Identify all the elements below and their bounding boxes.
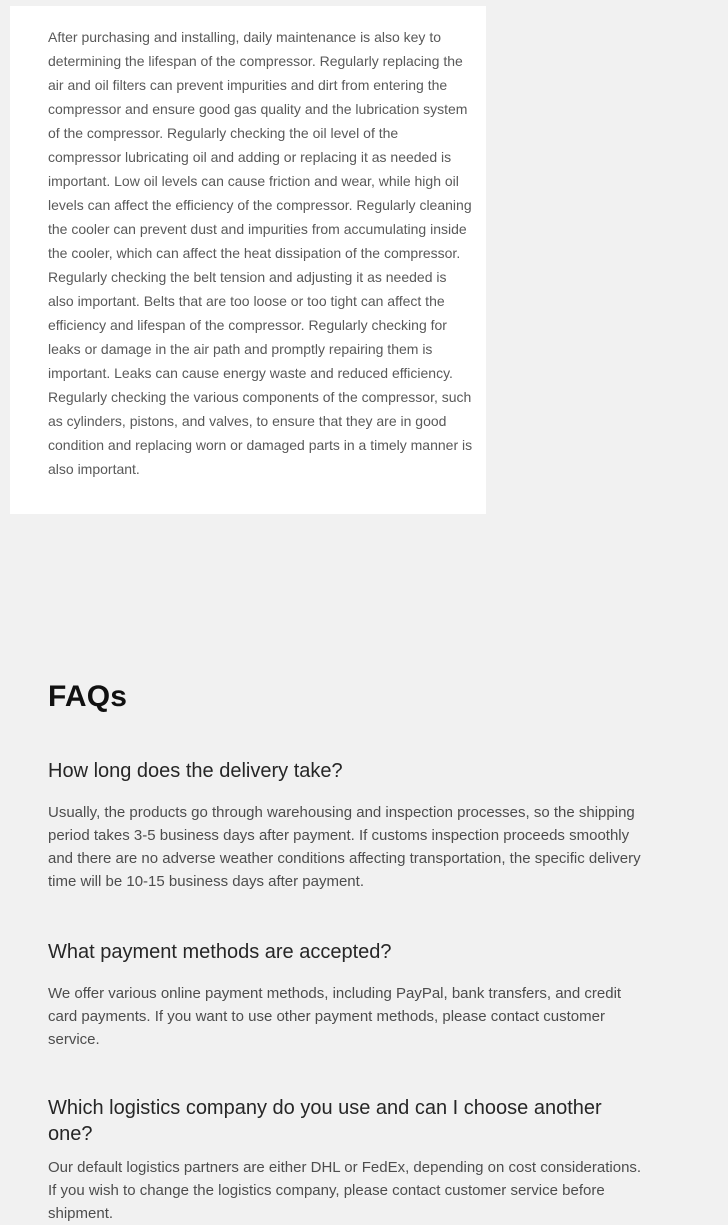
faq-question-logistics: Which logistics company do you use and can I choose another one? xyxy=(48,1097,602,1145)
maintenance-description-text: After purchasing and installing, daily maintenance is also key to determining the lifespan of the compressor. Regularly replacing the air and oil filters can prevent impurities and dirt from entering the compressor and ensure good gas quality and the lubrication system of the compressor. Regularly checking the oil level of the compressor lubricating oil and adding or replacing it as needed is important. Low oil levels can cause friction and wear, while high oil levels can affect the efficiency of the compressor. Regularly cleaning the cooler can prevent dust and impurities from accumulating inside the cooler, which can affect the heat dissipation of the compressor. Regularly checking the belt tension and adjusting it as needed is also important. Belts that are too loose or too tight can affect the efficiency and lifespan of the compressor. Regularly checking for leaks or damage in the air path and promptly repairing them is important. Leaks can cause energy waste and reduced efficiency. Regularly checking the various components of the compressor, such as cylinders, pistons, and valves, to ensure that they are in good condition and replacing worn or damaged parts in a timely manner is also important. xyxy=(48,29,473,477)
faq-answer-payment: We offer various online payment methods, including PayPal, bank transfers, and credit card payments. If you want to use other payment methods, please contact customer service. xyxy=(48,985,622,1048)
faq-answer-logistics: Our default logistics partners are either DHL or FedEx, depending on cost considerations. If you wish to change the logistics company, please contact customer service before shipment. xyxy=(48,1159,642,1222)
faq-answer-delivery: Usually, the products go through warehousing and inspection processes, so the shipping period takes 3-5 business days after payment. If customs inspection proceeds smoothly and there are no adverse weather conditions affecting transportation, the specific delivery time will be 10-15 business days after payment. xyxy=(48,804,641,890)
faq-section-title: FAQs xyxy=(48,680,128,713)
faq-question-delivery: How long does the delivery take? xyxy=(48,760,343,782)
maintenance-description-panel xyxy=(10,6,486,514)
faq-item-delivery xyxy=(48,758,680,893)
faq-item-payment xyxy=(48,939,680,1051)
faq-question-payment: What payment methods are accepted? xyxy=(48,941,392,963)
faq-item-logistics xyxy=(48,1095,680,1225)
faq-section xyxy=(48,680,680,1225)
